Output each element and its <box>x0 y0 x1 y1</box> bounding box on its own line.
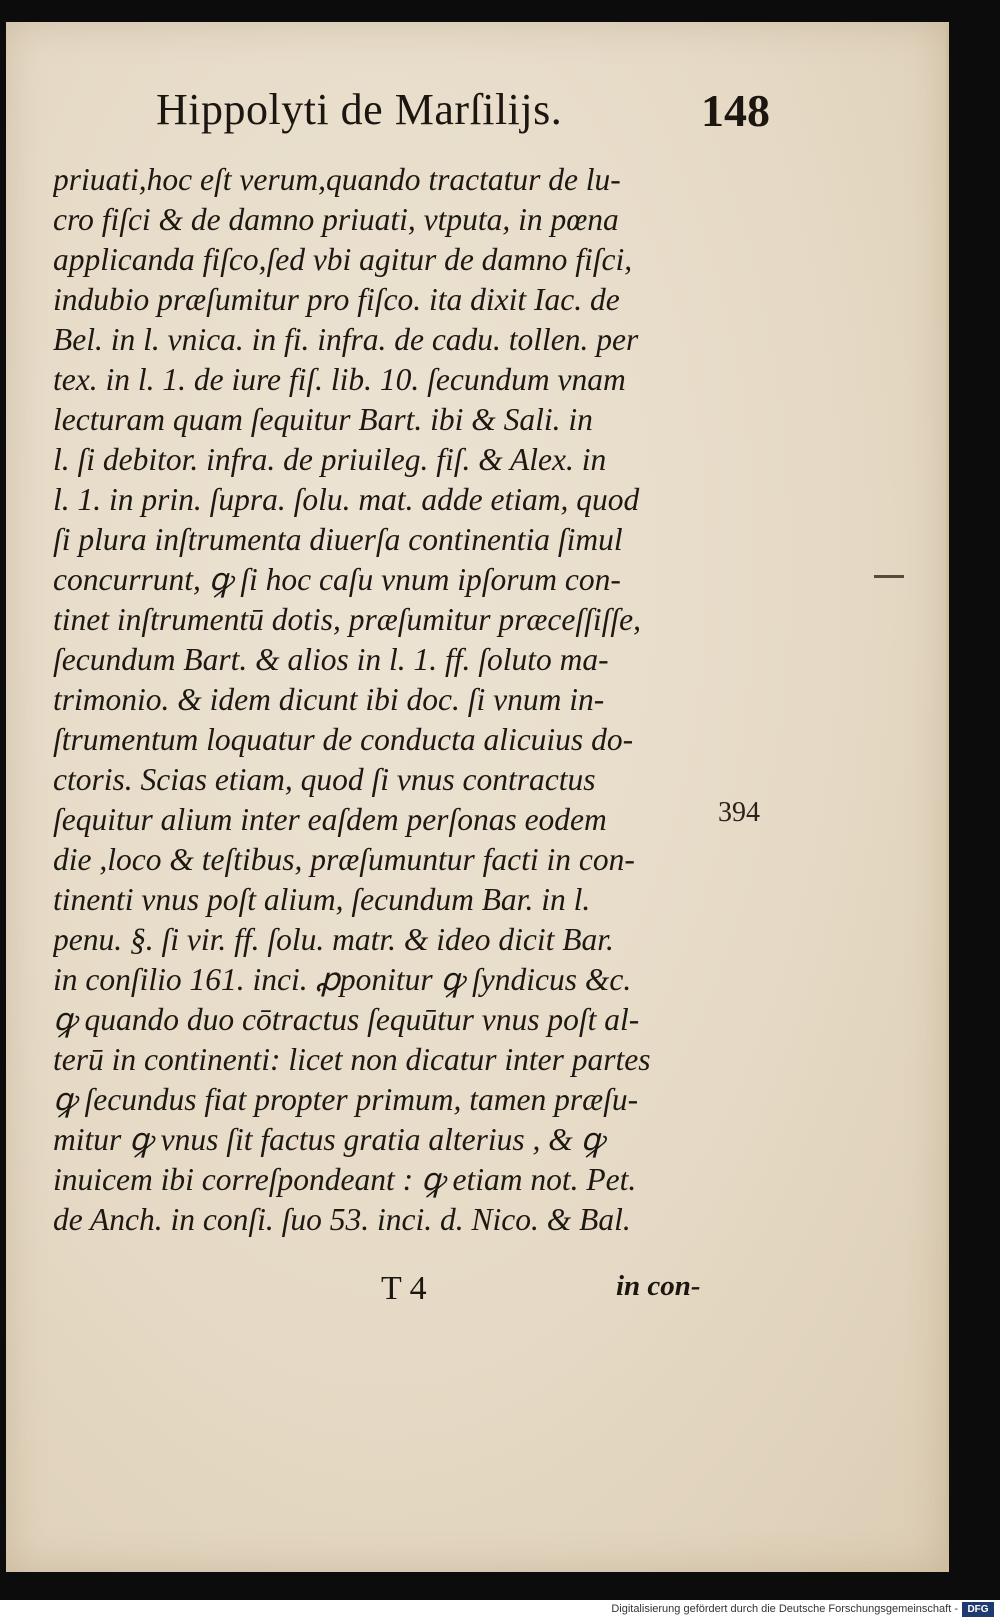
text-line: ꝙ ſecundus fiat propter primum, tamen præſu- <box>53 1082 639 1117</box>
text-line: terū in continenti: licet non dicatur inter partes <box>53 1042 651 1077</box>
text-line: l. ſi debitor. infra. de priuileg. fiſ. & Alex. in <box>53 442 607 477</box>
catchword: in con- <box>616 1270 701 1302</box>
text-line: ꝙ quando duo cōtractus ſequūtur vnus poſt al- <box>53 1002 640 1037</box>
running-head: Hippolyti de Marſilijs. <box>156 85 563 134</box>
body-text <box>53 160 733 1240</box>
dfg-logo: DFG <box>962 1602 994 1617</box>
text-line: ſequitur alium inter eaſdem perſonas eodem <box>53 802 607 837</box>
text-line: ſi plura inſtrumenta diuerſa continentia ſimul <box>53 522 623 557</box>
text-line: tinet inſtrumentū dotis, præſumitur præceſſiſſe, <box>53 602 641 637</box>
footer-credit: Digitalisierung gefördert durch die Deutsche Forschungsgemeinschaft - <box>611 1603 958 1615</box>
text-line: cro fiſci & de damno priuati, vtputa, in pœna <box>53 202 619 237</box>
text-line: tinenti vnus poſt alium, ſecundum Bar. in l. <box>53 882 591 917</box>
text-line: indubio præſumitur pro fiſco. ita dixit Iac. de <box>53 282 620 317</box>
text-line: applicanda fiſco,ſed vbi agitur de damno fiſci, <box>53 242 633 277</box>
text-line: trimonio. & idem dicunt ibi doc. ſi vnum in- <box>53 682 605 717</box>
text-line: in conſilio 161. inci. ꝓponitur ꝙ ſyndicus &c. <box>53 962 632 997</box>
text-line: ctoris. Scias etiam, quod ſi vnus contractus <box>53 762 596 797</box>
margin-mark <box>874 575 904 578</box>
signature-mark: T 4 <box>381 1270 427 1307</box>
text-line: lecturam quam ſequitur Bart. ibi & Sali. in <box>53 402 593 437</box>
text-line: l. 1. in prin. ſupra. ſolu. mat. adde etiam, quod <box>53 482 640 517</box>
text-line: priuati,hoc eſt verum,quando tractatur de lu- <box>53 162 621 197</box>
book-page <box>6 22 949 1572</box>
text-line: inuicem ibi correſpondeant : ꝙ etiam not. Pet. <box>53 1162 637 1197</box>
text-line: de Anch. in conſi. ſuo 53. inci. d. Nico. & Bal. <box>53 1202 631 1237</box>
text-line: die ,loco & teſtibus, præſumuntur facti in con- <box>53 842 635 877</box>
text-line: ſecundum Bart. & alios in l. 1. ff. ſoluto ma- <box>53 642 609 677</box>
text-line: concurrunt, ꝙ ſi hoc caſu vnum ipſorum con- <box>53 562 621 597</box>
text-line: Bel. in l. vnica. in fi. infra. de cadu. tollen. per <box>53 322 639 357</box>
marginal-number: 394 <box>718 797 760 828</box>
page-number: 148 <box>701 85 770 136</box>
text-line: penu. §. ſi vir. ff. ſolu. matr. & ideo dicit Bar. <box>53 922 614 957</box>
text-line: tex. in l. 1. de iure fiſ. lib. 10. ſecundum vnam <box>53 362 626 397</box>
text-line: ſtrumentum loquatur de conducta alicuius do- <box>53 722 634 757</box>
text-line: mitur ꝙ vnus ſit factus gratia alterius , & ꝙ <box>53 1122 605 1157</box>
